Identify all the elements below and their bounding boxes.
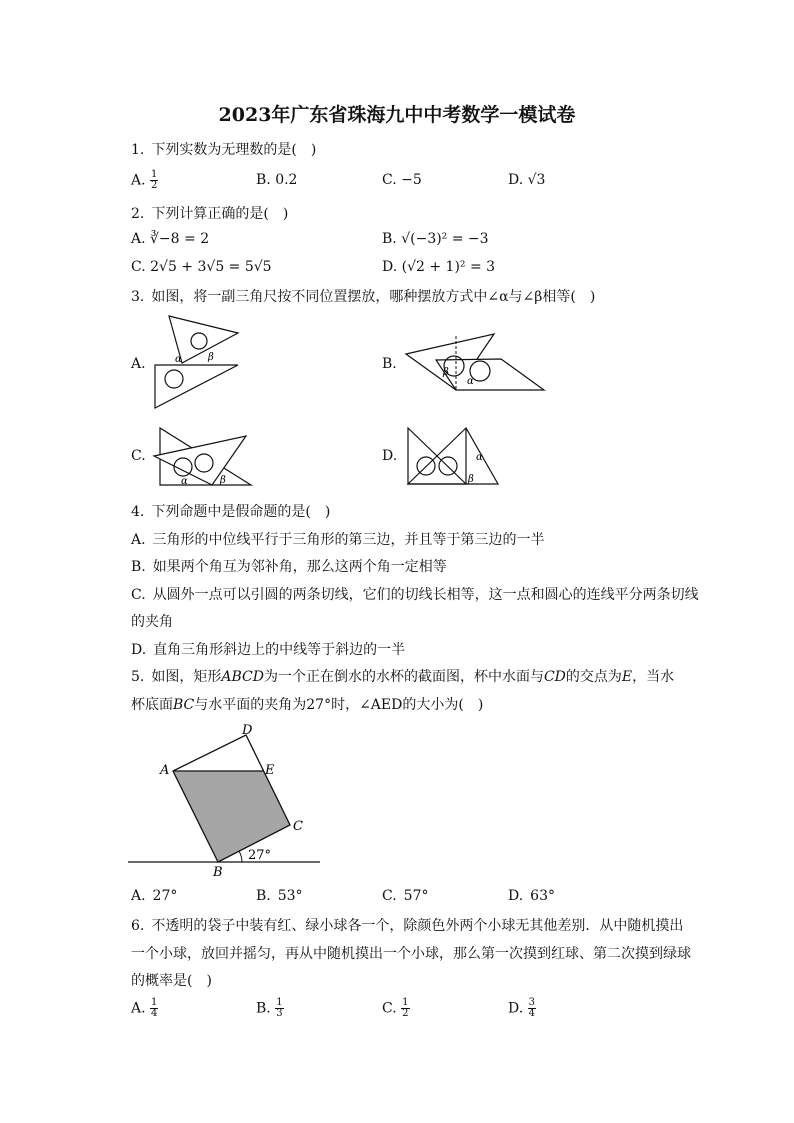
q6-b-fraction	[275, 998, 283, 1019]
q5-option-d: D. 63°	[508, 888, 555, 904]
q6-d-num: 3	[528, 997, 536, 1008]
q2-d-text: (√2 + 1)² = 3	[401, 259, 496, 275]
q4-stem: 4. 下列命题中是假命题的是( )	[131, 504, 331, 520]
q6-a-fraction	[150, 998, 158, 1019]
q3-option-b-label: B.	[382, 356, 397, 372]
q6-b-den: 3	[276, 1008, 283, 1019]
q6-option-d	[508, 998, 536, 1019]
q6-c-num: 1	[402, 997, 409, 1008]
q3-figure-a	[150, 313, 250, 413]
q5-stem-part2: 为一个正在倒水的水杯的截面图，杯中水面与	[263, 669, 544, 685]
q5-abcd: ABCD	[221, 669, 264, 685]
q3-b-alpha: α	[467, 376, 474, 387]
q3-stem: 3. 如图，将一副三角尺按不同位置摆放，哪种摆放方式中∠α与∠β相等( )	[131, 289, 596, 305]
q2-option-d	[382, 259, 495, 275]
q2-b-text: √(−3)² = −3	[401, 231, 489, 247]
q5-label-a: A	[160, 763, 170, 778]
q6-option-b	[256, 998, 284, 1019]
q3-option-d-label: D.	[382, 448, 398, 464]
q3-a-alpha: α	[175, 354, 182, 365]
q5-stem-part4: ，当水	[632, 669, 675, 685]
q5-bc: BC	[173, 697, 195, 713]
q4-option-c-line1: C. 从圆外一点可以引圆的两条切线，它们的切线长相等，这一点和圆心的连线平分两条切线	[131, 587, 699, 603]
q6-c-den: 2	[402, 1008, 409, 1019]
q2-option-a	[131, 231, 209, 247]
q1-option-b	[256, 172, 297, 188]
q2-c-text: 2√5 + 3√5 = 5√5	[150, 259, 272, 275]
q6-stem-line3: 的概率是( )	[131, 973, 212, 989]
q2-option-b	[382, 231, 489, 247]
q5-stem-part3: 的交点为	[565, 669, 622, 685]
q1-option-a	[131, 170, 158, 191]
q5-figure	[128, 718, 328, 878]
q3-d-alpha: α	[476, 452, 483, 463]
q2-a-label: A.	[131, 231, 146, 247]
q5-angle-label: 27°	[248, 848, 272, 863]
q6-b-label: B.	[256, 1000, 271, 1017]
q5-option-c: C. 57°	[382, 888, 429, 904]
q6-option-c	[382, 998, 410, 1019]
q5-line2-part2: 与水平面的夹角为27°时，∠AED的大小为( )	[194, 697, 484, 713]
q1-a-den: 2	[151, 180, 158, 191]
q6-a-den: 4	[151, 1008, 158, 1019]
q5-option-a: A. 27°	[131, 888, 178, 904]
q3-d-beta: β	[468, 474, 474, 485]
q6-c-label: C.	[382, 1000, 397, 1017]
q4-option-a: A. 三角形的中位线平行于三角形的第三边，并且等于第三边的一半	[131, 532, 545, 548]
q1-option-c	[382, 172, 422, 188]
q3-option-c-label: C.	[131, 448, 146, 464]
q6-d-label: D.	[508, 1000, 524, 1017]
q6-a-num: 1	[151, 997, 158, 1008]
q2-option-c	[131, 259, 272, 275]
q5-label-c: C	[293, 819, 303, 834]
q6-option-a	[131, 998, 158, 1019]
q6-stem-line1: 6. 不透明的袋子中装有红、绿小球各一个，除颜色外两个小球无其他差别．从中随机摸出	[131, 918, 684, 934]
q1-a-label: A.	[131, 172, 146, 189]
q4-option-b: B. 如果两个角互为邻补角，那么这两个角一定相等	[131, 559, 447, 575]
q2-a-text: ∛−8 = 2	[150, 231, 210, 247]
q2-b-label: B.	[382, 231, 397, 247]
page-title: 2023年广东省珠海九中中考数学一模试卷	[218, 104, 576, 126]
q1-stem: 1. 下列实数为无理数的是( )	[131, 142, 317, 158]
q5-stem-line2	[131, 694, 483, 714]
q5-label-e: E	[265, 763, 275, 778]
q1-b-text: 0.2	[275, 172, 298, 188]
q3-b-beta: β	[443, 367, 449, 378]
q6-d-den: 4	[528, 1008, 536, 1019]
q3-a-beta: β	[208, 352, 214, 363]
q3-figure-d	[406, 424, 506, 488]
q5-e: E	[621, 669, 633, 685]
q3-figure-c	[150, 424, 260, 488]
q1-d-label: D.	[508, 172, 524, 188]
q2-c-label: C.	[131, 259, 146, 275]
q6-a-label: A.	[131, 1000, 146, 1017]
q1-c-label: C.	[382, 172, 397, 188]
q2-stem: 2. 下列计算正确的是( )	[131, 206, 289, 222]
q5-label-b: B	[213, 865, 223, 880]
q3-option-a-label: A.	[131, 356, 146, 372]
q1-option-d	[508, 172, 545, 188]
q5-option-b: B. 53°	[256, 888, 303, 904]
q3-c-alpha: α	[181, 476, 188, 487]
q5-line2-part1: 杯底面	[131, 697, 173, 713]
q1-b-label: B.	[256, 172, 271, 188]
q3-figure-b	[406, 334, 546, 394]
q6-c-fraction	[401, 998, 409, 1019]
q5-cd: CD	[543, 669, 566, 685]
q6-b-num: 1	[276, 997, 283, 1008]
q6-stem-line2: 一个小球，放回并摇匀，再从中随机摸出一个小球，那么第一次摸到红球、第二次摸到绿球	[131, 946, 691, 962]
q6-d-fraction	[528, 998, 536, 1019]
q1-a-fraction	[150, 170, 158, 191]
q4-option-c-line2: 的夹角	[131, 614, 173, 630]
q1-d-text: √3	[527, 172, 546, 188]
q5-label-d: D	[242, 723, 253, 738]
q5-stem-line1	[131, 666, 674, 686]
q1-a-num: 1	[151, 169, 158, 180]
q1-c-text: −5	[401, 172, 422, 188]
q4-option-d: D. 直角三角形斜边上的中线等于斜边的一半	[131, 642, 406, 658]
q5-stem-part1: 5. 如图，矩形	[131, 669, 222, 685]
q3-c-beta: β	[220, 475, 226, 486]
q2-d-label: D.	[382, 259, 398, 275]
